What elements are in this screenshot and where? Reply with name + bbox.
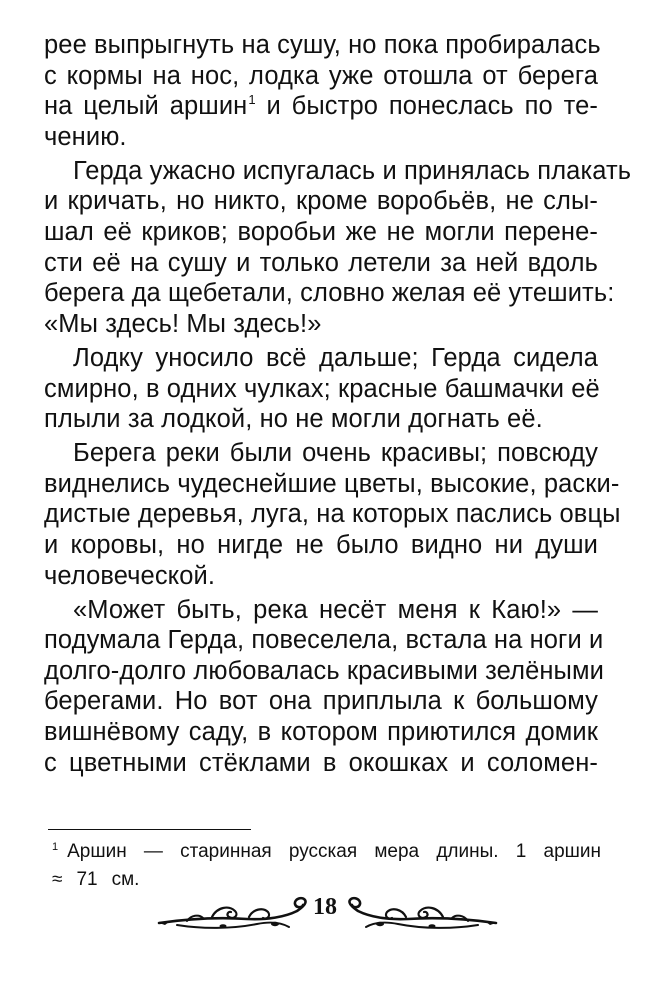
flourish-ornament-right-icon: [338, 893, 498, 933]
body-text: [44, 30, 632, 778]
text-line: Берега реки были очень красивы; повсюду: [73, 439, 598, 468]
text-line: сти её на сушу и только летели за ней вдоль: [44, 248, 598, 277]
footnote-number: 1: [52, 841, 59, 853]
text-line: шал её криков; воробьи же не могли перене-: [44, 218, 598, 247]
text-line: дистые деревья, луга, на которых паслись овцы: [44, 500, 621, 529]
text-line: с кормы на нос, лодка уже отошла от берега: [44, 61, 598, 90]
text-line: плыли за лодкой, но не могли догнать её.: [44, 405, 543, 434]
text-fragment: и быстро понеслась по те-: [255, 92, 599, 121]
text-line: рее выпрыгнуть на сушу, но пока пробиралась: [44, 31, 601, 59]
text-line: человеческой.: [44, 561, 216, 590]
page-number: 18: [313, 894, 337, 920]
text-line: чению.: [44, 122, 127, 151]
text-line: [44, 91, 598, 122]
text-line: долго-долго любовалась красивыми зелёными: [44, 656, 604, 685]
text-line: смирно, в одних чулках; красные башмачки её: [44, 374, 600, 403]
flourish-ornament-left-icon: [157, 893, 317, 933]
footnote-line: [48, 866, 601, 894]
footnote-line: [48, 838, 601, 866]
footnote-unit: см.: [111, 869, 140, 890]
text-line: и коровы, но нигде не было видно ни души: [44, 531, 598, 559]
text-line: вишнёвому саду, в котором приютился домик: [44, 718, 598, 747]
text-line: и кричать, но никто, кроме воробьёв, не слы-: [44, 187, 598, 216]
text-fragment: на целый аршин: [44, 92, 248, 121]
text-line: «Может быть, река несёт меня к Каю!» —: [73, 595, 598, 624]
text-line: Герда ужасно испугалась и принялась плакать: [73, 156, 632, 185]
footnote-reference: 1: [248, 92, 256, 108]
footnote-divider: [48, 829, 251, 830]
text-line: Лодку уносило всё дальше; Герда сидела: [73, 343, 598, 372]
text-line: с цветными стёклами в окошках и соломен-: [44, 748, 598, 777]
text-line: «Мы здесь! Мы здесь!»: [44, 309, 322, 338]
text-line: виднелись чудеснейшие цветы, высокие, раски-: [44, 469, 620, 498]
text-line: подумала Герда, повеселела, встала на ноги и: [44, 626, 604, 655]
text-line: берега да щебетали, словно желая её утешить:: [44, 279, 615, 308]
footnote-approx-symbol: ≈: [52, 869, 63, 890]
footnote-text: Аршин — старинная русская мера длины. 1 аршин: [67, 841, 601, 862]
text-line: берегами. Но вот она приплыла к большому: [44, 687, 598, 716]
footnote: [48, 838, 601, 894]
footnote-value: 71: [76, 869, 98, 890]
